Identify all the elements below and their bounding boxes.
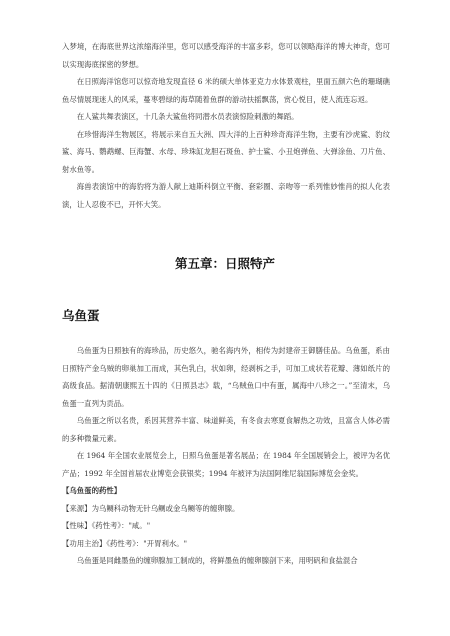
properties-nature: 【性味】《药性考》："咸。"	[62, 521, 151, 530]
intro-section	[62, 38, 390, 213]
properties-source: 【来源】为乌鲗科动物无针乌鲗或金乌鲗等的缠卵腺。	[62, 503, 240, 513]
body-paragraph-3: 在 1964 年全国农业展览会上，日照乌鱼蛋是著名展品；在 1984 年全国展销会上，被评为名优产品；1992 年全国首届农业博览会获银奖；1994 年被评为法国阿维尼翁国际博览会金奖。	[62, 451, 390, 478]
section-title: 乌鱼蛋	[62, 308, 100, 323]
intro-paragraph-1: 入梦境，在海底世界这浓缩海洋里，您可以感受海洋的丰富多彩，您可以领略海洋的博大神奇，您可以实现海底探密的梦想。	[62, 42, 390, 69]
closing-paragraph: 乌鱼蛋是同雌墨鱼的缠卵腺加工制成的，将鲜墨鱼的缠卵腺剖下来，用明矾和食盐混合	[76, 556, 358, 565]
intro-paragraph-5: 海兽表演馆中的海豹将为游人献上迪斯科倒立平衡、套彩圈、亲吻等一系列惟妙惟肖的拟人化表演，让人忍俊不已，开怀大笑。	[62, 182, 390, 209]
body-paragraph-1: 乌鱼蛋为日照独有的海珍品，历史悠久，驰名海内外，相传为封建帝王御膳佳品。乌鱼蛋，系由日照特产金乌贼的卵巢加工而成，其色乳白，状如卵，经剥柝之手，可加工成状若花瓣、薄如纸片的高级食品。据清朝康熙五十四的《日照县志》载，“乌贼鱼口中有蛋，属海中八珍之一。”至清末，乌鱼蛋一直列为贡品。	[62, 346, 390, 408]
body-paragraph-2: 乌鱼蛋之所以名贵，系因其营养丰富、味道鲜美，有冬食去寒夏食解热之功效，且富含人体必需的多种微量元素。	[62, 416, 390, 443]
intro-paragraph-2: 在日照海洋馆您可以惊奇地发现直径 6 米的硕大单体亚克力水体景观柱，里面五颜六色的珊瑚礁鱼尽情展现迷人的风采，蔓枣碧绿的海草随着鱼群的游动扶摇飘荡，赏心悦目，使人流连忘返。	[62, 77, 390, 104]
intro-paragraph-3: 在人鲨共舞表演区，十几条大鲨鱼将同潜水员表演惊险刺激的舞蹈。	[76, 112, 299, 121]
body-section	[62, 342, 390, 570]
properties-heading: 【乌鱼蛋的药性】	[62, 486, 122, 495]
intro-paragraph-4: 在珍惜海洋生物展区，将展示来自五大洲、四大洋的上百种珍奇海洋生物，主要有沙虎鲨、豹纹鲨、海马、鹦鹉螺、巨海蟹、水母、珍珠缸龙胆石斑鱼、护士鲨、小丑炮弹鱼、大弹涂鱼、刀片鱼、射水鱼等。	[62, 129, 390, 174]
properties-function: 【功用主治】《药性考》："开胃利水。"	[62, 538, 188, 548]
chapter-title: 第五章：日照特产	[174, 256, 275, 271]
